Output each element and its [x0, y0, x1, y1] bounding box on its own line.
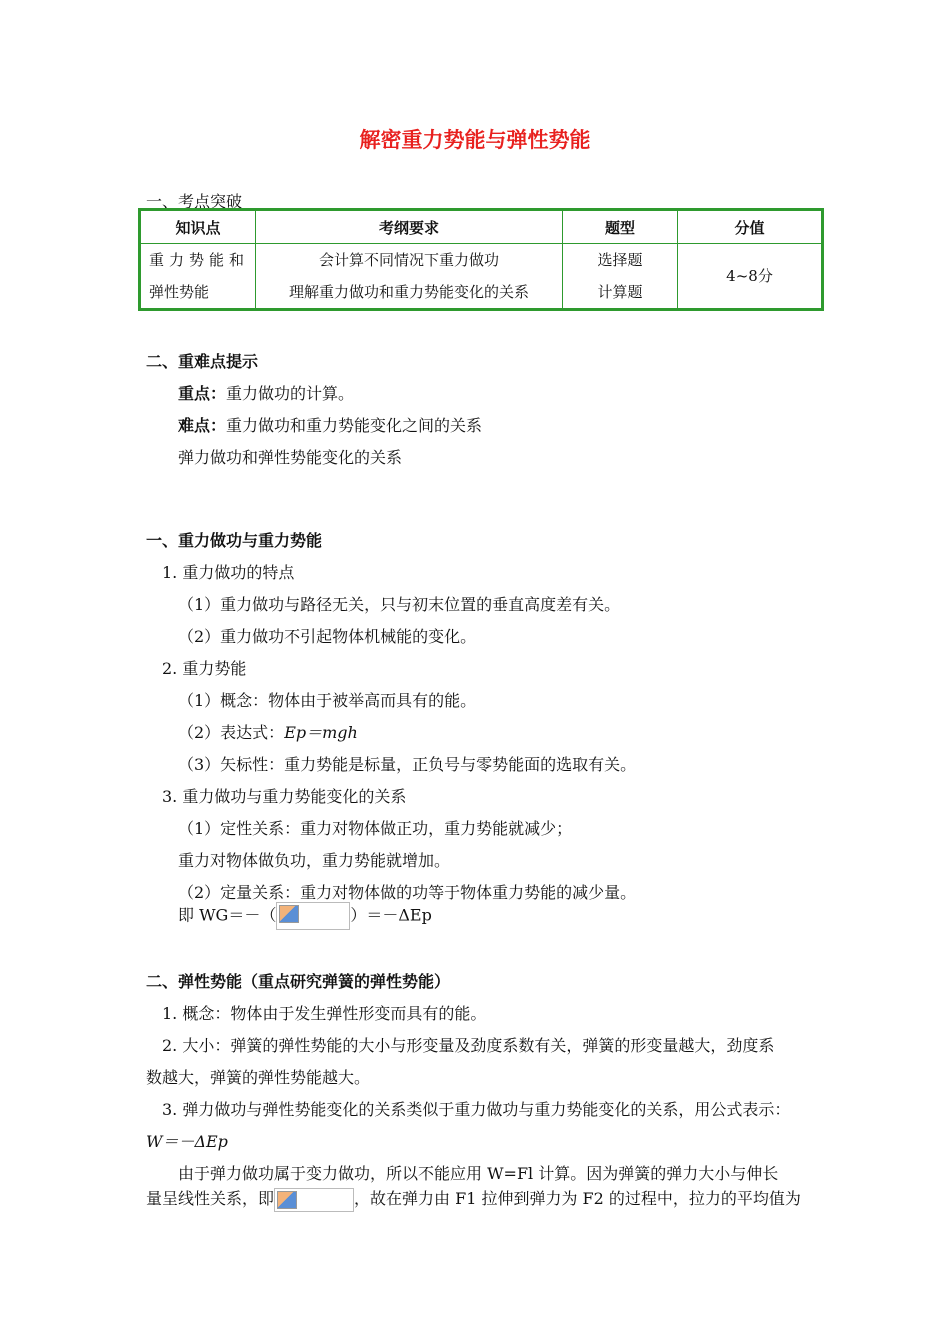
table-header: 知识点	[140, 210, 256, 244]
list-item: （3）矢标性：重力势能是标量，正负号与零势能面的选取有关。	[178, 755, 637, 774]
table-cell-requirement: 会计算不同情况下重力做功 理解重力做功和重力势能变化的关系	[256, 244, 563, 310]
table-cell-type: 选择题 计算题	[563, 244, 678, 310]
list-item: 3. 重力做功与重力势能变化的关系	[162, 787, 407, 806]
list-item: 3. 弹力做功与弹性势能变化的关系类似于重力做功与重力势能变化的关系，用公式表示：	[162, 1100, 791, 1119]
paragraph-line: 量呈线性关系，即 ，故在弹力由 F1 拉伸到弹力为 F2 的过程中，拉力的平均值为	[146, 1186, 801, 1212]
list-item: 1. 重力做功的特点	[162, 563, 295, 582]
section-heading-exam-points: 一、考点突破	[146, 192, 243, 211]
difficult-point-line-2: 弹力做功和弹性势能变化的关系	[178, 448, 403, 467]
page-title: 解密重力势能与弹性势能	[359, 128, 591, 152]
paragraph-line: 由于弹力做功属于变力做功，所以不能应用 W=Fl 计算。因为弹簧的弹力大小与伸长	[178, 1164, 779, 1183]
difficult-point-line: 难点：重力做功和重力势能变化之间的关系	[178, 416, 483, 435]
table-cell-topic: 重力势能和 弹性势能	[140, 244, 256, 310]
list-item: （2）重力做功不引起物体机械能的变化。	[178, 627, 477, 646]
list-item: 2. 重力势能	[162, 659, 247, 678]
list-item: （2）定量关系：重力对物体做的功等于物体重力势能的减少量。	[178, 883, 637, 902]
table-cell-score: 4~8分	[678, 244, 823, 310]
list-item: 2. 大小：弹簧的弹性势能的大小与形变量及劲度系数有关，弹簧的形变量越大，劲度系	[162, 1036, 775, 1055]
broken-image-icon	[276, 902, 350, 930]
list-item: （1）概念：物体由于被举高而具有的能。	[178, 691, 477, 710]
broken-image-icon	[274, 1188, 354, 1212]
table-header: 题型	[563, 210, 678, 244]
list-item: （1）重力做功与路径无关，只与初末位置的垂直高度差有关。	[178, 595, 621, 614]
list-item: 数越大，弹簧的弹性势能越大。	[146, 1068, 371, 1087]
list-item: 1. 概念：物体由于发生弹性形变而具有的能。	[162, 1004, 487, 1023]
table-header: 分值	[678, 210, 823, 244]
table-header-row	[140, 210, 823, 244]
section-heading-key-points: 二、重难点提示	[146, 352, 259, 371]
exam-points-table	[138, 208, 824, 311]
list-item: （2）表达式：Ep＝mgh	[178, 723, 358, 742]
formula-line: W＝－ΔEp	[146, 1132, 228, 1151]
section-heading-gravity: 一、重力做功与重力势能	[146, 531, 323, 550]
section-heading-elastic: 二、弹性势能（重点研究弹簧的弹性势能）	[146, 972, 451, 991]
formula-ep: Ep＝mgh	[284, 723, 358, 742]
table-row	[140, 244, 823, 310]
list-item: 重力对物体做负功，重力势能就增加。	[178, 851, 451, 870]
list-item: （1）定性关系：重力对物体做正功，重力势能就减少；	[178, 819, 573, 838]
table-header: 考纲要求	[256, 210, 563, 244]
key-point-line: 重点：重力做功的计算。	[178, 384, 355, 403]
formula-line: 即 WG＝－（ ）＝－ΔEp	[178, 902, 432, 930]
